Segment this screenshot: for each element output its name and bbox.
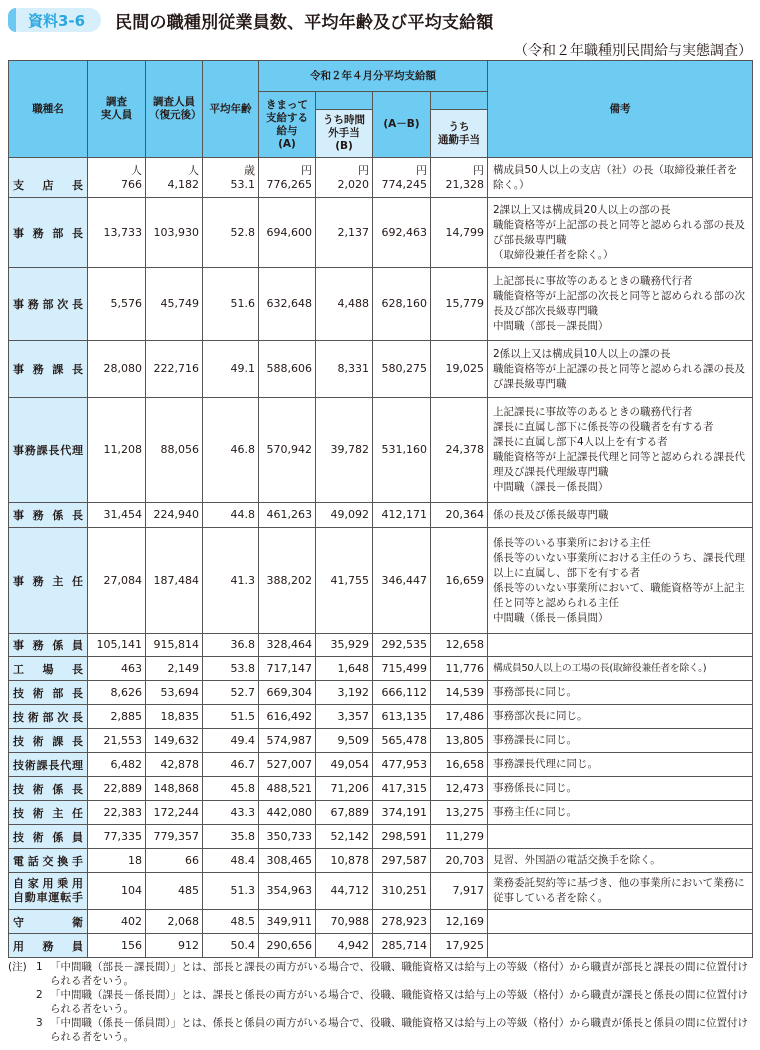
cell-restored-count: 187,484 (146, 528, 203, 634)
cell-actual-count: 31,454 (88, 503, 146, 528)
row-name: 技術課長 (9, 729, 88, 753)
row-name: 事務課長代理 (9, 398, 88, 503)
cell-avg-age: 46.7 (203, 753, 259, 777)
col-header-remarks: 備考 (488, 61, 753, 158)
cell-restored-count: 148,868 (146, 777, 203, 801)
col-header-commute: うち 通勤手当 (431, 110, 488, 158)
cell-avg-age: 51.6 (203, 268, 259, 341)
table-row (9, 503, 753, 528)
cell-commute: 12,473 (431, 777, 488, 801)
cell-avg-age: 46.8 (203, 398, 259, 503)
cell-remarks: 業務委託契約等に基づき、他の事業所において業務に従事している者を除く。 (488, 873, 753, 910)
row-name: 事務部長 (9, 198, 88, 268)
page-title: 民間の職種別従業員数、平均年齢及び平均支給額 (115, 12, 494, 33)
cell-restored-count: 172,244 (146, 801, 203, 825)
cell-restored-count: 149,632 (146, 729, 203, 753)
cell-actual-count: 402 (88, 910, 146, 934)
cell-restored-count: 53,694 (146, 681, 203, 705)
document-badge: 資料3-6 (8, 8, 101, 32)
cell-commute: 20,703 (431, 849, 488, 873)
cell-regular-pay: 349,911 (259, 910, 316, 934)
cell-diff: 565,478 (373, 729, 431, 753)
cell-commute: 円 21,328 (431, 158, 488, 198)
row-name: 技術主任 (9, 801, 88, 825)
cell-overtime: 9,509 (316, 729, 373, 753)
cell-remarks: 係長等のいる事業所における主任 係長等のいない事業所における主任のうち、課長代理以上に直属し、部下を有する者 係長等のいない事業所において、職能資格等が上記主任と同等と認められる主任 中間職（係長－係員間） (488, 528, 753, 634)
cell-regular-pay: 350,733 (259, 825, 316, 849)
col-header-avg-age: 平均年齢 (203, 61, 259, 158)
cell-commute: 13,275 (431, 801, 488, 825)
cell-commute: 13,805 (431, 729, 488, 753)
cell-regular-pay: 717,147 (259, 657, 316, 681)
cell-avg-age: 52.7 (203, 681, 259, 705)
cell-commute: 7,917 (431, 873, 488, 910)
cell-restored-count: 224,940 (146, 503, 203, 528)
footnote-item: 3 「中間職（係長－係員間）」とは、係長と係員の両方がいる場合で、役職、職能資格又は給与上の等級（格付）から職責が係長と係員の間に位置付けられる者をいう。 (36, 1017, 749, 1043)
cell-restored-count: 485 (146, 873, 203, 910)
cell-avg-age: 歳 53.1 (203, 158, 259, 198)
table-row (9, 729, 753, 753)
col-header-restored-count: 調査人員 （復元後） (146, 61, 203, 158)
cell-regular-pay: 円 776,265 (259, 158, 316, 198)
table-row (9, 801, 753, 825)
cell-actual-count: 5,576 (88, 268, 146, 341)
cell-overtime: 49,092 (316, 503, 373, 528)
cell-regular-pay: 308,465 (259, 849, 316, 873)
cell-overtime: 39,782 (316, 398, 373, 503)
cell-avg-age: 51.3 (203, 873, 259, 910)
cell-diff: 円 774,245 (373, 158, 431, 198)
cell-overtime: 4,488 (316, 268, 373, 341)
cell-restored-count: 2,068 (146, 910, 203, 934)
cell-remarks: 上記部長に事故等のあるときの職務代行者 職能資格等が上記部の次長と同等と認められる部の次長及び部次長級専門職 中間職（部長－課長間） (488, 268, 753, 341)
cell-commute: 11,279 (431, 825, 488, 849)
cell-diff: 613,135 (373, 705, 431, 729)
cell-remarks: 事務部長に同じ。 (488, 681, 753, 705)
cell-avg-age: 44.8 (203, 503, 259, 528)
row-name: 用務員 (9, 934, 88, 958)
cell-regular-pay: 328,464 (259, 634, 316, 657)
cell-overtime: 44,712 (316, 873, 373, 910)
cell-diff: 580,275 (373, 341, 431, 398)
cell-avg-age: 35.8 (203, 825, 259, 849)
cell-remarks (488, 934, 753, 958)
cell-commute: 14,799 (431, 198, 488, 268)
salary-table (8, 60, 753, 958)
cell-avg-age: 45.8 (203, 777, 259, 801)
col-header-diff: (A－B) (373, 92, 431, 158)
cell-commute: 19,025 (431, 341, 488, 398)
cell-commute: 20,364 (431, 503, 488, 528)
cell-actual-count: 6,482 (88, 753, 146, 777)
col-header-actual-count: 調査 実人員 (88, 61, 146, 158)
footnote-item: (注) 1 「中間職（部長－課長間）」とは、部長と課長の両方がいる場合で、役職、職能資格又は給与上の等級（格付）から職責が部長と課長の間に位置付けられる者をいう。 (8, 961, 749, 987)
table-row (9, 849, 753, 873)
cell-regular-pay: 694,600 (259, 198, 316, 268)
cell-overtime: 52,142 (316, 825, 373, 849)
title-row (8, 7, 494, 33)
row-name: 事務係長 (9, 503, 88, 528)
cell-actual-count: 27,084 (88, 528, 146, 634)
cell-avg-age: 43.3 (203, 801, 259, 825)
row-name: 事務係員 (9, 634, 88, 657)
cell-commute: 17,925 (431, 934, 488, 958)
cell-actual-count: 人 766 (88, 158, 146, 198)
cell-remarks (488, 634, 753, 657)
row-name: 守衛 (9, 910, 88, 934)
cell-diff: 628,160 (373, 268, 431, 341)
cell-remarks: 事務課長に同じ。 (488, 729, 753, 753)
cell-diff: 715,499 (373, 657, 431, 681)
table-row (9, 634, 753, 657)
cell-actual-count: 22,889 (88, 777, 146, 801)
cell-actual-count: 28,080 (88, 341, 146, 398)
cell-remarks: 構成員50人以上の支店（社）の長（取締役兼任者を除く。） (488, 158, 753, 198)
cell-regular-pay: 290,656 (259, 934, 316, 958)
cell-diff: 531,160 (373, 398, 431, 503)
cell-regular-pay: 616,492 (259, 705, 316, 729)
cell-regular-pay: 570,942 (259, 398, 316, 503)
cell-remarks: 2課以上又は構成員20人以上の部の長 職能資格等が上記部の長と同等と認められる部の長及び部長級専門職 （取締役兼任者を除く。） (488, 198, 753, 268)
cell-avg-age: 48.4 (203, 849, 259, 873)
cell-commute: 15,779 (431, 268, 488, 341)
cell-avg-age: 53.8 (203, 657, 259, 681)
col-header-commute-spacer (431, 92, 488, 110)
cell-diff: 297,587 (373, 849, 431, 873)
table-row (9, 268, 753, 341)
cell-remarks (488, 910, 753, 934)
cell-overtime: 8,331 (316, 341, 373, 398)
footnotes (8, 960, 752, 1044)
cell-diff: 346,447 (373, 528, 431, 634)
cell-diff: 310,251 (373, 873, 431, 910)
cell-commute: 14,539 (431, 681, 488, 705)
row-name: 技術部次長 (9, 705, 88, 729)
table-row (9, 158, 753, 198)
cell-avg-age: 36.8 (203, 634, 259, 657)
cell-overtime: 49,054 (316, 753, 373, 777)
table-row (9, 528, 753, 634)
row-name: 自家用乗用 自動車運転手 (9, 873, 88, 910)
source-note: （令和２年職種別民間給与実態調査） (514, 43, 752, 59)
cell-regular-pay: 354,963 (259, 873, 316, 910)
cell-remarks: 事務主任に同じ。 (488, 801, 753, 825)
cell-remarks: 事務課長代理に同じ。 (488, 753, 753, 777)
cell-diff: 417,315 (373, 777, 431, 801)
cell-avg-age: 48.5 (203, 910, 259, 934)
cell-avg-age: 51.5 (203, 705, 259, 729)
cell-commute: 16,659 (431, 528, 488, 634)
table-row (9, 934, 753, 958)
table-row (9, 681, 753, 705)
row-name: 技術係員 (9, 825, 88, 849)
cell-overtime: 3,357 (316, 705, 373, 729)
table-row (9, 777, 753, 801)
table-row (9, 753, 753, 777)
table-row (9, 910, 753, 934)
cell-avg-age: 50.4 (203, 934, 259, 958)
cell-overtime: 3,192 (316, 681, 373, 705)
cell-actual-count: 8,626 (88, 681, 146, 705)
cell-regular-pay: 669,304 (259, 681, 316, 705)
cell-regular-pay: 388,202 (259, 528, 316, 634)
table-row (9, 398, 753, 503)
cell-restored-count: 103,930 (146, 198, 203, 268)
cell-overtime: 1,648 (316, 657, 373, 681)
cell-overtime: 41,755 (316, 528, 373, 634)
cell-avg-age: 49.4 (203, 729, 259, 753)
cell-overtime: 67,889 (316, 801, 373, 825)
cell-restored-count: 222,716 (146, 341, 203, 398)
cell-regular-pay: 442,080 (259, 801, 316, 825)
cell-restored-count: 88,056 (146, 398, 203, 503)
table-row (9, 657, 753, 681)
cell-regular-pay: 488,521 (259, 777, 316, 801)
row-name: 技術係長 (9, 777, 88, 801)
cell-avg-age: 49.1 (203, 341, 259, 398)
row-name: 電話交換手 (9, 849, 88, 873)
cell-remarks: 事務係長に同じ。 (488, 777, 753, 801)
cell-diff: 285,714 (373, 934, 431, 958)
row-name: 技術課長代理 (9, 753, 88, 777)
cell-overtime: 円 2,020 (316, 158, 373, 198)
table-row (9, 198, 753, 268)
cell-remarks: 事務部次長に同じ。 (488, 705, 753, 729)
cell-diff: 692,463 (373, 198, 431, 268)
cell-regular-pay: 527,007 (259, 753, 316, 777)
cell-overtime: 10,878 (316, 849, 373, 873)
cell-commute: 16,658 (431, 753, 488, 777)
cell-diff: 292,535 (373, 634, 431, 657)
cell-restored-count: 915,814 (146, 634, 203, 657)
cell-actual-count: 2,885 (88, 705, 146, 729)
table-row (9, 705, 753, 729)
cell-overtime: 35,929 (316, 634, 373, 657)
row-name: 事務課長 (9, 341, 88, 398)
cell-regular-pay: 461,263 (259, 503, 316, 528)
cell-remarks (488, 825, 753, 849)
cell-diff: 666,112 (373, 681, 431, 705)
cell-actual-count: 21,553 (88, 729, 146, 753)
cell-remarks: 2係以上又は構成員10人以上の課の長 職能資格等が上記課の長と同等と認められる課の長及び課長級専門職 (488, 341, 753, 398)
cell-commute: 11,776 (431, 657, 488, 681)
row-name: 支店長 (9, 158, 88, 198)
table-row (9, 873, 753, 910)
cell-restored-count: 45,749 (146, 268, 203, 341)
row-name: 事務主任 (9, 528, 88, 634)
cell-restored-count: 2,149 (146, 657, 203, 681)
cell-diff: 412,171 (373, 503, 431, 528)
cell-overtime: 4,942 (316, 934, 373, 958)
cell-actual-count: 156 (88, 934, 146, 958)
cell-remarks: 係の長及び係長級専門職 (488, 503, 753, 528)
cell-diff: 374,191 (373, 801, 431, 825)
cell-avg-age: 52.8 (203, 198, 259, 268)
cell-actual-count: 77,335 (88, 825, 146, 849)
cell-commute: 17,486 (431, 705, 488, 729)
cell-restored-count: 42,878 (146, 753, 203, 777)
table-row (9, 341, 753, 398)
cell-avg-age: 41.3 (203, 528, 259, 634)
cell-overtime: 71,206 (316, 777, 373, 801)
cell-actual-count: 13,733 (88, 198, 146, 268)
row-name: 工場長 (9, 657, 88, 681)
cell-restored-count: 912 (146, 934, 203, 958)
col-header-regular-pay: きまって 支給する 給与 (A) (259, 92, 316, 158)
col-header-group-salary: 令和２年４月分平均支給額 (259, 61, 488, 92)
cell-regular-pay: 632,648 (259, 268, 316, 341)
cell-overtime: 2,137 (316, 198, 373, 268)
col-header-overtime-spacer (316, 92, 373, 110)
cell-actual-count: 104 (88, 873, 146, 910)
col-header-name: 職種名 (9, 61, 88, 158)
cell-regular-pay: 574,987 (259, 729, 316, 753)
cell-diff: 298,591 (373, 825, 431, 849)
table-row (9, 825, 753, 849)
row-name: 技術部長 (9, 681, 88, 705)
cell-restored-count: 18,835 (146, 705, 203, 729)
cell-commute: 12,169 (431, 910, 488, 934)
cell-remarks: 見習、外国語の電話交換手を除く。 (488, 849, 753, 873)
cell-remarks: 構成員50人以上の工場の長(取締役兼任者を除く。) (488, 657, 753, 681)
cell-commute: 24,378 (431, 398, 488, 503)
cell-diff: 477,953 (373, 753, 431, 777)
col-header-overtime: うち時間 外手当 (B) (316, 110, 373, 158)
cell-remarks: 上記課長に事故等のあるときの職務代行者 課長に直属し部下に係長等の役職者を有する者 課長に直属し部下4人以上を有する者 職能資格等が上記課長代理と同等と認められる課長代理及び課長代理級専門職 中間職（課長－係長間） (488, 398, 753, 503)
cell-overtime: 70,988 (316, 910, 373, 934)
cell-restored-count: 779,357 (146, 825, 203, 849)
cell-actual-count: 105,141 (88, 634, 146, 657)
cell-actual-count: 11,208 (88, 398, 146, 503)
cell-actual-count: 463 (88, 657, 146, 681)
cell-actual-count: 18 (88, 849, 146, 873)
footnote-item: 2 「中間職（課長－係長間）」とは、課長と係長の両方がいる場合で、役職、職能資格又は給与上の等級（格付）から職責が課長と係長の間に位置付けられる者をいう。 (36, 989, 749, 1015)
footnote-prefix: (注) (8, 961, 27, 973)
cell-actual-count: 22,383 (88, 801, 146, 825)
cell-regular-pay: 588,606 (259, 341, 316, 398)
cell-commute: 12,658 (431, 634, 488, 657)
cell-restored-count: 66 (146, 849, 203, 873)
cell-restored-count: 人 4,182 (146, 158, 203, 198)
cell-diff: 278,923 (373, 910, 431, 934)
row-name: 事務部次長 (9, 268, 88, 341)
